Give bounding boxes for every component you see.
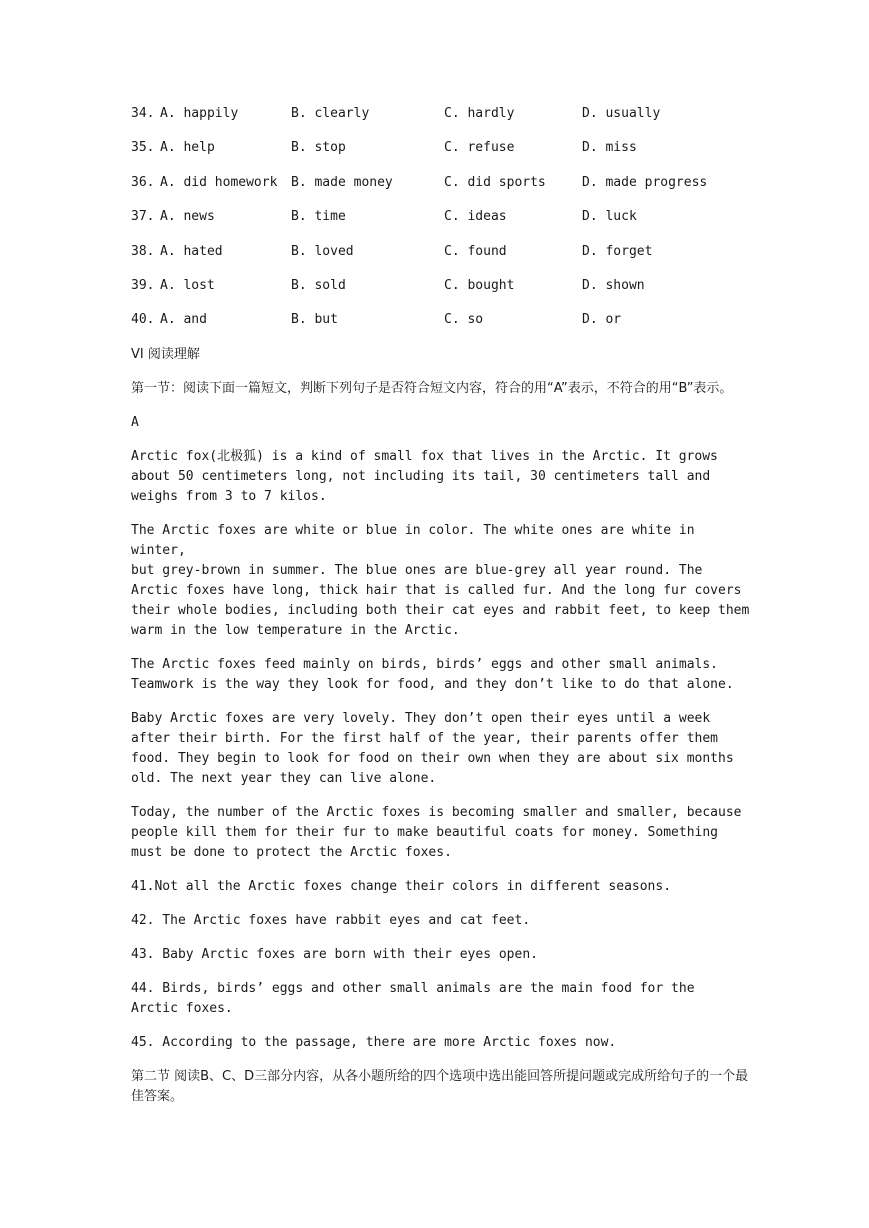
question-number: 40. (131, 312, 155, 328)
question-number: 36. (131, 174, 155, 190)
option-a: A. did homework (160, 174, 278, 190)
option-d: D. usually (582, 106, 661, 121)
question-42: 42. The Arctic foxes have rabbit eyes and cat feet. (131, 912, 531, 928)
option-c: C. did sports (444, 174, 546, 190)
options-block (131, 104, 751, 345)
section-title: VI 阅读理解 (131, 346, 200, 362)
option-row-40 (131, 310, 751, 344)
option-a: A. and (160, 312, 207, 328)
passage-paragraph-1: Arctic fox(北极狐) is a kind of small fox that lives in the Arctic. It grows about 50 centimeters long, not including its tail, 30 centimeters tall and weighs from 3 to 7 kilos. (131, 448, 718, 504)
part1-instruction: 第一节：阅读下面一篇短文，判断下列句子是否符合短文内容，符合的用“A”表示，不符合的用“B”表示。 (131, 380, 733, 396)
option-d: D. forget (582, 243, 653, 259)
option-a: A. happily (160, 106, 239, 121)
option-row-37 (131, 207, 751, 241)
option-a: A. help (160, 140, 215, 156)
option-a: A. lost (160, 277, 215, 293)
question-number: 37. (131, 209, 155, 225)
question-number: 34. (131, 106, 155, 121)
option-d: D. or (582, 312, 622, 328)
question-number: 38. (131, 243, 155, 259)
option-b: B. loved (291, 243, 354, 259)
option-b: B. sold (291, 277, 346, 293)
option-b: B. made money (291, 174, 393, 190)
option-c: C. bought (444, 277, 515, 293)
option-d: D. miss (582, 140, 637, 156)
passage-label: A (131, 414, 139, 430)
option-b: B. time (291, 209, 346, 225)
option-row-38 (131, 242, 751, 276)
option-row-39 (131, 276, 751, 310)
passage-paragraph-2: The Arctic foxes are white or blue in color. The white ones are white in winter, but grey-brown in summer. The blue ones are blue-grey all year round. The Arctic foxes have long, thick hair that is called fur. And the long fur covers their whole bodies, including both their cat eyes and rabbit feet, to keep them warm in the low temperature in the Arctic. (131, 522, 750, 638)
question-44: 44. Birds, birds’ eggs and other small animals are the main food for the Arctic foxes. (131, 980, 695, 1016)
option-c: C. ideas (444, 209, 507, 225)
option-b: B. but (291, 312, 338, 328)
option-c: C. so (444, 312, 484, 328)
option-a: A. hated (160, 243, 223, 259)
question-45: 45. According to the passage, there are more Arctic foxes now. (131, 1034, 617, 1050)
option-b: B. stop (291, 140, 346, 156)
option-d: D. shown (582, 277, 645, 293)
question-41: 41.Not all the Arctic foxes change their colors in different seasons. (131, 878, 672, 894)
question-number: 35. (131, 140, 155, 156)
option-row-36 (131, 173, 751, 207)
option-c: C. found (444, 243, 507, 259)
option-row-35 (131, 138, 751, 172)
passage-paragraph-3: The Arctic foxes feed mainly on birds, birds’ eggs and other small animals. Teamwork is the way they look for food, and they don’t like to do that alone. (131, 656, 734, 692)
option-d: D. made progress (582, 174, 708, 190)
question-43: 43. Baby Arctic foxes are born with their eyes open. (131, 946, 538, 962)
option-c: C. hardly (444, 106, 515, 121)
option-d: D. luck (582, 209, 637, 225)
part2-instruction: 第二节 阅读B、C、D三部分内容，从各小题所给的四个选项中选出能回答所提问题或完成所给句子的一个最佳答案。 (131, 1068, 749, 1104)
passage-paragraph-4: Baby Arctic foxes are very lovely. They don’t open their eyes until a week after their birth. For the first half of the year, their parents offer them food. They begin to look for food on their own when they are about six months old. The next year they can live alone. (131, 710, 734, 786)
document-page (131, 104, 751, 1121)
passage-paragraph-5: Today, the number of the Arctic foxes is becoming smaller and smaller, because people kill them for their fur to make beautiful coats for money. Something must be done to protect the Arctic foxes. (131, 804, 742, 860)
option-c: C. refuse (444, 140, 515, 156)
option-b: B. clearly (291, 106, 370, 121)
question-number: 39. (131, 277, 155, 293)
option-row-34 (131, 104, 751, 138)
option-a: A. news (160, 209, 215, 225)
